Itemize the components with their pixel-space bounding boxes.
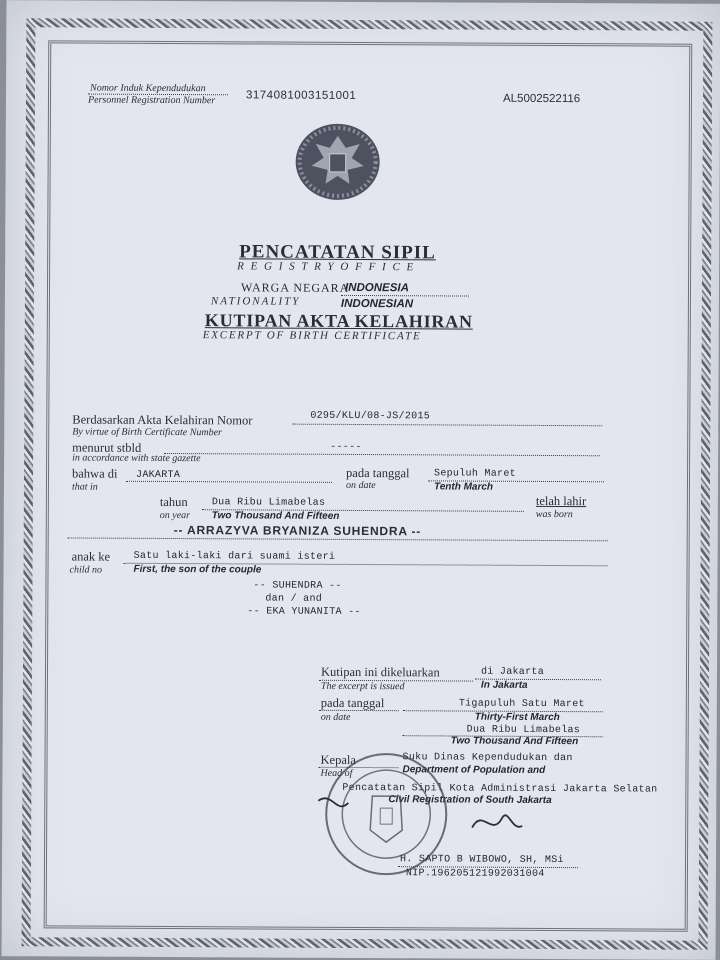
document-title-en: EXCERPT OF BIRTH CERTIFICATE [202, 329, 422, 343]
official-nip: NIP.196205121992031004 [405, 868, 545, 880]
child-name: -- ARRAZYVA BRYANIZA SUHENDRA -- [173, 523, 422, 539]
date-label-en: on date [345, 479, 376, 492]
office-title-en: R E G I S T R Y O F F I C E [237, 260, 416, 274]
nik-label-en: Personnel Registration Number [87, 94, 216, 107]
issue-date-4: Two Thousand And Fifteen [450, 735, 579, 748]
child-order-value: Satu laki-laki dari suami isteri [133, 550, 336, 563]
head-label-en: Head of [320, 767, 353, 779]
head-dept-1: Suku Dinas Kependudukan dan [402, 752, 573, 765]
stbld-value: ----- [330, 441, 362, 454]
place-value: JAKARTA [135, 469, 181, 482]
issue-date-label: pada tanggal [320, 695, 385, 711]
issue-date-2: Thirty-First March [474, 711, 560, 724]
office-title: PENCATATAN SIPIL [239, 241, 436, 264]
basis-label: Berdasarkan Akta Kelahiran Nomor [72, 412, 253, 428]
nationality-label: WARGA NEGARA [240, 280, 350, 295]
nationality-value: INDONESIA [344, 281, 409, 295]
place-label-en: that in [71, 481, 98, 493]
official-name: H. SAPTO B WIBOWO, SH, MSi [399, 854, 564, 867]
basis-label-en: By virtue of Birth Certificate Number [72, 426, 222, 439]
issued-label: Kutipan ini dikeluarkan [320, 664, 440, 680]
nik-value: 3174081003151001 [245, 89, 357, 102]
serial-number: AL5002522116 [502, 92, 581, 106]
signature-icon [312, 787, 552, 848]
issued-place-en: In Jakarta [480, 679, 528, 691]
certificate-paper [2, 0, 720, 960]
child-order-label-en: child no [69, 564, 103, 576]
date-value-en: Tenth March [433, 481, 494, 493]
certificate-number: 0295/KLU/08-JS/2015 [310, 410, 431, 423]
date-label: pada tanggal [346, 465, 410, 481]
conjunction: dan / and [265, 593, 323, 605]
place-label: bahwa di [71, 466, 118, 481]
year-value: Dua Ribu Limabelas [211, 497, 326, 509]
stbld-label: menurut stbld [72, 440, 142, 455]
date-value: Sepuluh Maret [434, 468, 516, 480]
head-dept-4: Civil Registration of South Jakarta [388, 794, 552, 807]
mother-name: -- EKA YUNANITA -- [247, 606, 361, 619]
child-order-value-en: First, the son of the couple [133, 563, 262, 576]
head-label: Kepala [320, 752, 356, 767]
head-dept-2: Department of Population and [402, 764, 546, 776]
stbld-label-en: in accordance with state gazette [72, 452, 201, 465]
year-label: tahun [159, 494, 188, 510]
garuda-emblem-icon [293, 122, 381, 202]
nik-label: Nomor Induk Kependudukan [90, 82, 206, 95]
issue-date-3: Dua Ribu Limabelas [466, 724, 581, 737]
issued-label-en: The excerpt is issued [320, 680, 405, 693]
year-value-en: Two Thousand And Fifteen [211, 510, 340, 522]
head-dept-3: Pencatatan Sipil Kota Administrasi Jakarta Selatan [342, 782, 658, 796]
issue-date-1: Tigapuluh Satu Maret [458, 698, 585, 711]
issued-place: di Jakarta [480, 666, 545, 678]
nationality-value-en: INDONESIAN [340, 297, 414, 311]
child-order-label: anak ke [71, 549, 111, 564]
born-label: telah lahir [535, 493, 587, 509]
born-label-en: was born [535, 508, 573, 521]
father-name: -- SUHENDRA -- [253, 580, 342, 592]
nationality-label-en: NATIONALITY [210, 295, 301, 308]
issue-date-label-en: on date [320, 711, 351, 723]
document-title: KUTIPAN AKTA KELAHIRAN [204, 310, 473, 332]
year-label-en: on year [159, 509, 191, 522]
